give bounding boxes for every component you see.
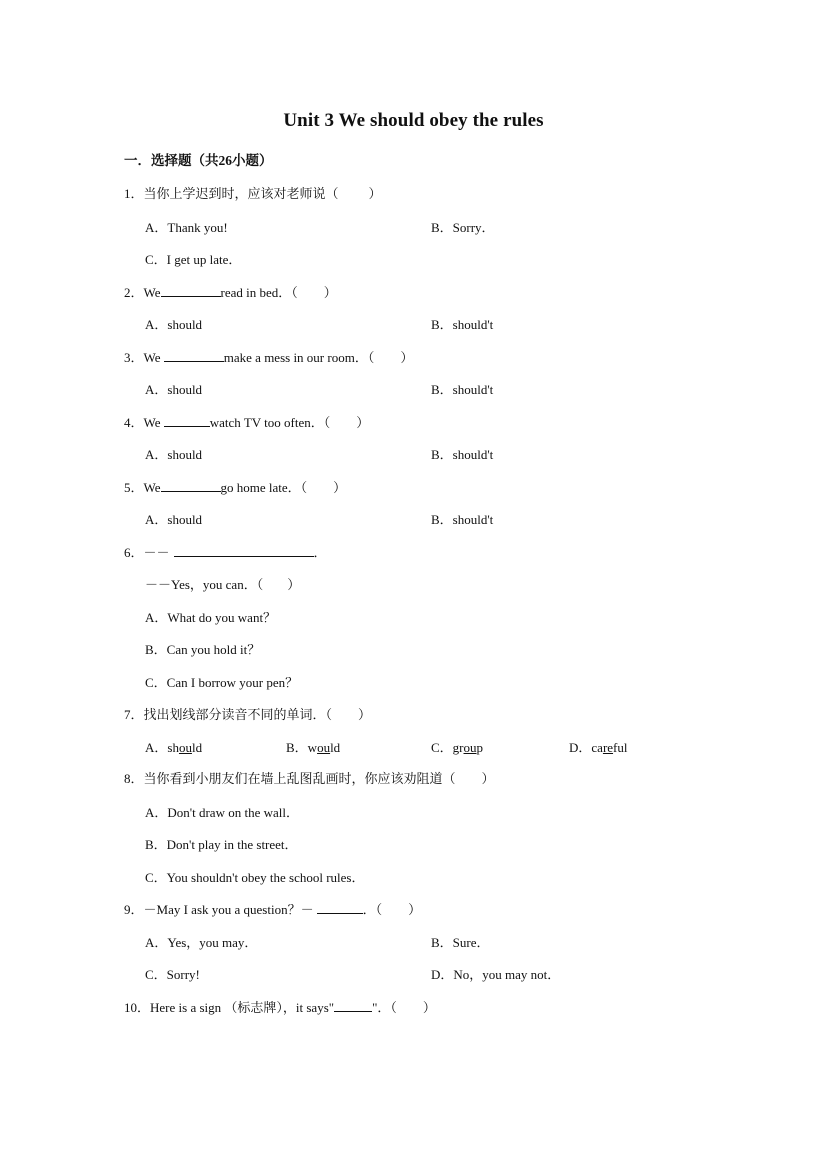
question-text: 当你上学迟到时，应该对老师说（ [143,186,339,201]
question-text: go home late．（ [220,480,308,495]
option-b: B．should't [431,512,494,527]
option-b: B．Sure． [431,935,490,950]
word-part: ca [591,740,603,755]
question-text: ． [313,545,327,560]
question-number: 1． [124,186,144,201]
option-c: C．Sorry! [145,967,200,982]
dialogue-reply [145,574,300,593]
paren-close: ） [323,285,337,300]
word-part: w [307,740,318,755]
question-text: watch TV too often．（ [209,415,331,430]
word-part: p [476,740,484,755]
question-text: 当你看到小朋友们在墙上乱图乱画时，你应该劝阻道（ [143,771,456,786]
word-part: ld [191,740,203,755]
question-text: make a mess in our room．（ [223,350,375,365]
option-label: D． [569,740,592,755]
option-b: B．Don't play in the street． [145,837,298,852]
question-number: 6． [124,545,144,560]
answer-blank [164,350,224,362]
option-a: A．should [145,382,203,397]
option-a: A．What do you want？ [145,610,277,625]
paren-close: ） [481,771,495,786]
answer-blank [164,415,210,427]
option-label: B． [286,740,308,755]
answer-blank [161,480,221,492]
option-d [569,737,628,756]
question-text: 找出划线部分读音不同的单词．（ [143,707,333,722]
underlined-part: re [602,740,614,755]
word-part: ful [613,740,628,755]
paren-close: ） [287,577,301,592]
question-number: 5． [124,480,144,495]
answer-blank [317,902,363,914]
option-label: C． [431,740,453,755]
paren-close: ） [368,186,382,201]
option-b: B．should't [431,447,494,462]
section-heading: 一．选择题（共26小题） [124,153,273,168]
option-a: A．Yes，you may． [145,935,258,950]
question-1 [124,183,382,202]
question-number: 7． [124,707,144,722]
paren-close: ） [333,480,347,495]
question-8 [124,768,495,787]
reply-text: －－Yes，you can．（ [145,577,264,592]
option-b [286,737,340,756]
paren-close: ） [422,1000,436,1015]
question-text: We [143,480,161,495]
option-b: B．should't [431,382,494,397]
option-c: C．Can I borrow your pen？ [145,675,299,690]
underlined-part: ou [463,740,477,755]
option-a: A．should [145,447,203,462]
option-c [431,737,483,756]
word-part: sh [167,740,179,755]
answer-blank [334,1000,372,1012]
option-a: A．Don't draw on the wall． [145,805,299,820]
question-number: 9． [124,902,144,917]
question-10 [124,997,436,1016]
question-7 [124,704,371,723]
question-number: 10． [124,1000,151,1015]
question-number: 3． [124,350,144,365]
option-a: A．Thank you! [145,220,228,235]
option-a: A．should [145,317,203,332]
question-text: read in bed．（ [220,285,298,300]
option-b: B．Can you hold it？ [145,642,261,657]
question-text: "．（ [372,1000,397,1015]
question-number: 8． [124,771,144,786]
paren-close: ） [356,415,370,430]
underlined-part: ou [178,740,192,755]
option-b: B．should't [431,317,494,332]
question-number: 4． [124,415,144,430]
answer-blank [174,545,314,557]
option-a [145,737,202,756]
question-number: 2． [124,285,144,300]
question-9 [124,899,421,918]
paren-close: ） [358,707,372,722]
answer-blank [161,285,221,297]
question-4 [124,412,369,431]
question-text: Here is a sign （标志牌），it says" [150,1000,335,1015]
question-text: We [143,285,161,300]
question-6 [124,542,327,561]
paren-close: ） [408,902,422,917]
question-text: ．（ [362,902,383,917]
word-part: gr [452,740,464,755]
option-d: D．No，you may not． [431,967,561,982]
word-part: ld [330,740,341,755]
option-c: C．You shouldn't obey the school rules． [145,870,365,885]
option-a: A．should [145,512,203,527]
question-text: －May I ask you a question？－ [143,902,314,917]
paren-close: ） [400,350,414,365]
question-text: We [143,415,164,430]
underlined-part: ou [317,740,331,755]
option-b: B．Sorry． [431,220,495,235]
question-text: We [143,350,164,365]
question-2 [124,282,337,301]
question-5 [124,477,346,496]
option-c: C．I get up late． [145,252,242,267]
question-3 [124,347,413,366]
question-text: －－ [143,545,170,560]
page-title: Unit 3 We should obey the rules [283,110,544,131]
option-label: A． [145,740,168,755]
